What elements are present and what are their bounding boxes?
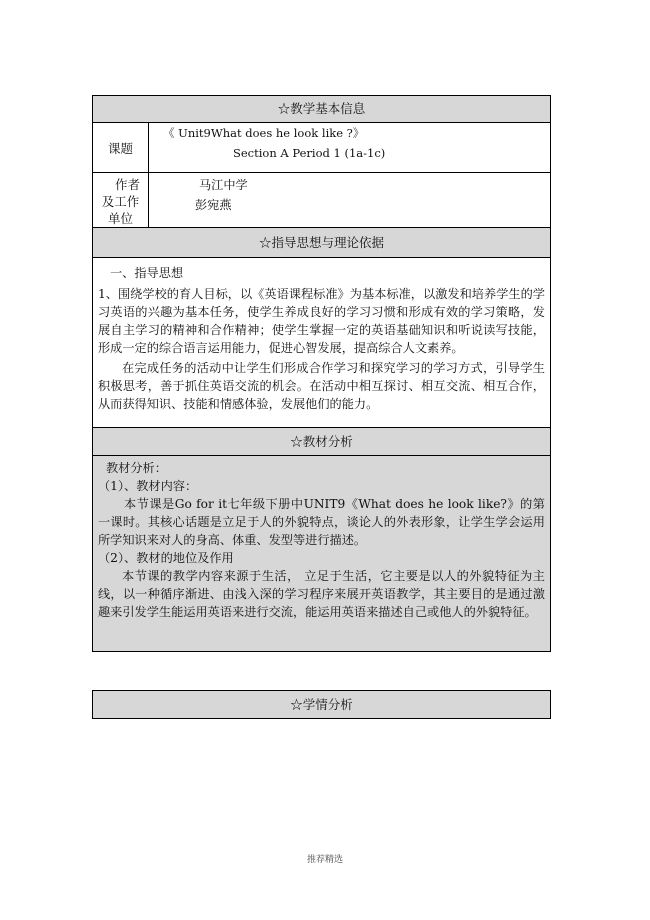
- guiding-title: 一、指导思想: [110, 266, 184, 280]
- guiding-paragraph-1: 1、围绕学校的育人目标，以《英语课程标准》为基本标准，以激发和培养学生的学习英语的兴趣为基本任务，使学生养成良好的学习习惯和形成有效的学习策略，发展自主学习的精神和合作精神；使学生掌握一定的英语基础知识和听说读写技能，形成一定的综合语言运用能力，促进心智发展，提高综合人文素养。: [98, 287, 545, 355]
- topic-title: 《 Unit9What does he look like ?》: [163, 126, 365, 140]
- section-header-material: ☆教材分析: [93, 428, 551, 456]
- material-cell: [93, 456, 551, 652]
- status-title: （2）、教材的地位及作用: [98, 551, 234, 565]
- label-unit: 单位: [107, 211, 133, 226]
- label-author-unit: [93, 173, 149, 228]
- label-work: 及工作: [101, 194, 140, 209]
- topic-section: Section A Period 1 (1a-1c): [233, 146, 386, 160]
- label-author: 作者: [114, 177, 140, 192]
- student-analysis-table: [92, 690, 551, 719]
- status-text: 本节课的教学内容来源于生活， 立足于生活，它主要是以人的外貌特征为主线，以一种循序渐进、由浅入深的学习程序来展开英语教学，其主要目的是通过激趣来引发学生能运用英语来进行交流，能运用英语来描述自己或他人的外貌特征。: [98, 569, 545, 619]
- author-name: 彭宛燕: [195, 198, 232, 212]
- content-text: 本节课是Go for it七年级下册中UNIT9《What does he look like?》的第一课时。其核心话题是立足于人的外貌特点，谈论人的外表形象，让学生学会运用所学知识来对人的身高、体重、发型等进行描述。: [98, 497, 545, 547]
- page-footer: 推荐精选: [306, 855, 343, 865]
- lesson-info-table: [92, 95, 551, 652]
- guiding-cell: [93, 258, 551, 428]
- label-topic: 课题: [93, 123, 149, 173]
- school-name: 马江中学: [199, 178, 248, 192]
- section-header-basic-info: ☆教学基本信息: [93, 96, 551, 123]
- author-cell: [149, 173, 551, 228]
- content-title: （1）、教材内容：: [98, 479, 198, 493]
- section-header-student: ☆学情分析: [93, 691, 551, 719]
- topic-cell: [149, 123, 551, 173]
- material-title: 教材分析：: [106, 461, 167, 475]
- guiding-paragraph-2: 在完成任务的活动中让学生们形成合作学习和探究学习的学习方式，引导学生积极思考，善于抓住英语交流的机会。在活动中相互探讨、相互交流、相互合作，从而获得知识、技能和情感体验，发展他们的能力。: [98, 361, 545, 411]
- section-header-guiding: ☆指导思想与理论依据: [93, 228, 551, 258]
